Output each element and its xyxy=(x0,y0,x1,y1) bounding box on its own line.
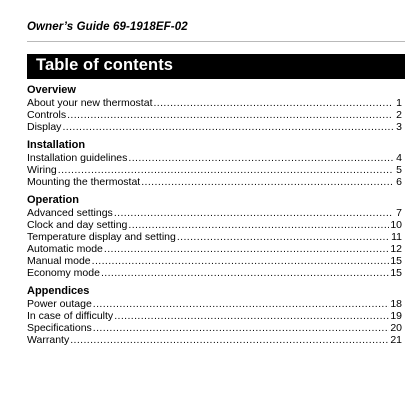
running-header: Owner’s Guide 69-1918EF-02 xyxy=(27,21,188,33)
toc-page-number: 21 xyxy=(390,334,402,346)
toc-entry-label: About your new thermostat xyxy=(27,97,153,109)
dot-leader xyxy=(67,109,393,121)
dot-leader xyxy=(153,97,393,109)
toc-entry-label: In case of difficulty xyxy=(27,310,114,322)
toc-entry-label: Temperature display and setting xyxy=(27,231,176,243)
toc-page-number: 10 xyxy=(390,219,402,231)
toc-page-number: 1 xyxy=(396,97,402,109)
toc-entry-label: Warranty xyxy=(27,334,70,346)
toc-entry[interactable] xyxy=(27,267,402,279)
dot-leader xyxy=(93,322,390,334)
section-heading: Appendices xyxy=(27,285,90,297)
toc-entry-label: Display xyxy=(27,121,62,133)
dot-leader xyxy=(114,310,389,322)
section-heading: Operation xyxy=(27,194,79,206)
toc-entry-label: Mounting the thermostat xyxy=(27,176,141,188)
toc-entry-label: Automatic mode xyxy=(27,243,103,255)
toc-entry-label: Specifications xyxy=(27,322,92,334)
toc-section-overview xyxy=(27,84,402,133)
toc-entry[interactable] xyxy=(27,243,402,255)
toc-page-number: 2 xyxy=(396,109,402,121)
toc-section-operation xyxy=(27,194,402,279)
toc-page-number: 5 xyxy=(396,164,402,176)
dot-leader xyxy=(70,334,389,346)
dot-leader xyxy=(141,176,393,188)
toc-page-number: 20 xyxy=(390,322,402,334)
dot-leader xyxy=(128,219,389,231)
dot-leader xyxy=(58,164,393,176)
toc-entry-label: Controls xyxy=(27,109,67,121)
toc-entry-label: Clock and day setting xyxy=(27,219,128,231)
section-heading: Overview xyxy=(27,84,76,96)
toc-entry[interactable] xyxy=(27,298,402,310)
toc-entry-label: Wiring xyxy=(27,164,57,176)
toc-entry[interactable] xyxy=(27,231,402,243)
toc-page-number: 15 xyxy=(390,267,402,279)
toc-page-number: 3 xyxy=(396,121,402,133)
toc-entry[interactable] xyxy=(27,334,402,346)
toc-entry[interactable] xyxy=(27,322,402,334)
toc-page-number: 19 xyxy=(390,310,402,322)
toc-page-number: 6 xyxy=(396,176,402,188)
header-rule xyxy=(27,41,405,42)
dot-leader xyxy=(62,121,393,133)
toc-entry[interactable] xyxy=(27,207,402,219)
toc-entry[interactable] xyxy=(27,97,402,109)
toc-entry-label: Economy mode xyxy=(27,267,100,279)
dot-leader xyxy=(128,152,393,164)
table-of-contents xyxy=(27,84,402,352)
dot-leader xyxy=(177,231,390,243)
toc-entry[interactable] xyxy=(27,310,402,322)
toc-page-number: 4 xyxy=(396,152,402,164)
section-heading: Installation xyxy=(27,139,86,151)
toc-entry[interactable] xyxy=(27,176,402,188)
toc-entry[interactable] xyxy=(27,164,402,176)
toc-entry[interactable] xyxy=(27,121,402,133)
toc-page-number: 18 xyxy=(390,298,402,310)
toc-entry-label: Power outage xyxy=(27,298,92,310)
title-bar xyxy=(27,54,405,79)
toc-entry-label: Manual mode xyxy=(27,255,91,267)
toc-section-installation xyxy=(27,139,402,188)
toc-entry[interactable] xyxy=(27,109,402,121)
dot-leader xyxy=(114,207,393,219)
dot-leader xyxy=(101,267,389,279)
toc-entry[interactable] xyxy=(27,255,402,267)
toc-entry[interactable] xyxy=(27,152,402,164)
page-title: Table of contents xyxy=(36,56,174,74)
toc-entry-label: Advanced settings xyxy=(27,207,113,219)
toc-entry-label: Installation guidelines xyxy=(27,152,128,164)
toc-page-number: 7 xyxy=(396,207,402,219)
dot-leader xyxy=(92,255,390,267)
toc-page-number: 15 xyxy=(390,255,402,267)
dot-leader xyxy=(93,298,390,310)
dot-leader xyxy=(104,243,389,255)
toc-page-number: 12 xyxy=(390,243,402,255)
toc-entry[interactable] xyxy=(27,219,402,231)
toc-page-number: 11 xyxy=(391,231,402,243)
toc-section-appendices xyxy=(27,285,402,346)
